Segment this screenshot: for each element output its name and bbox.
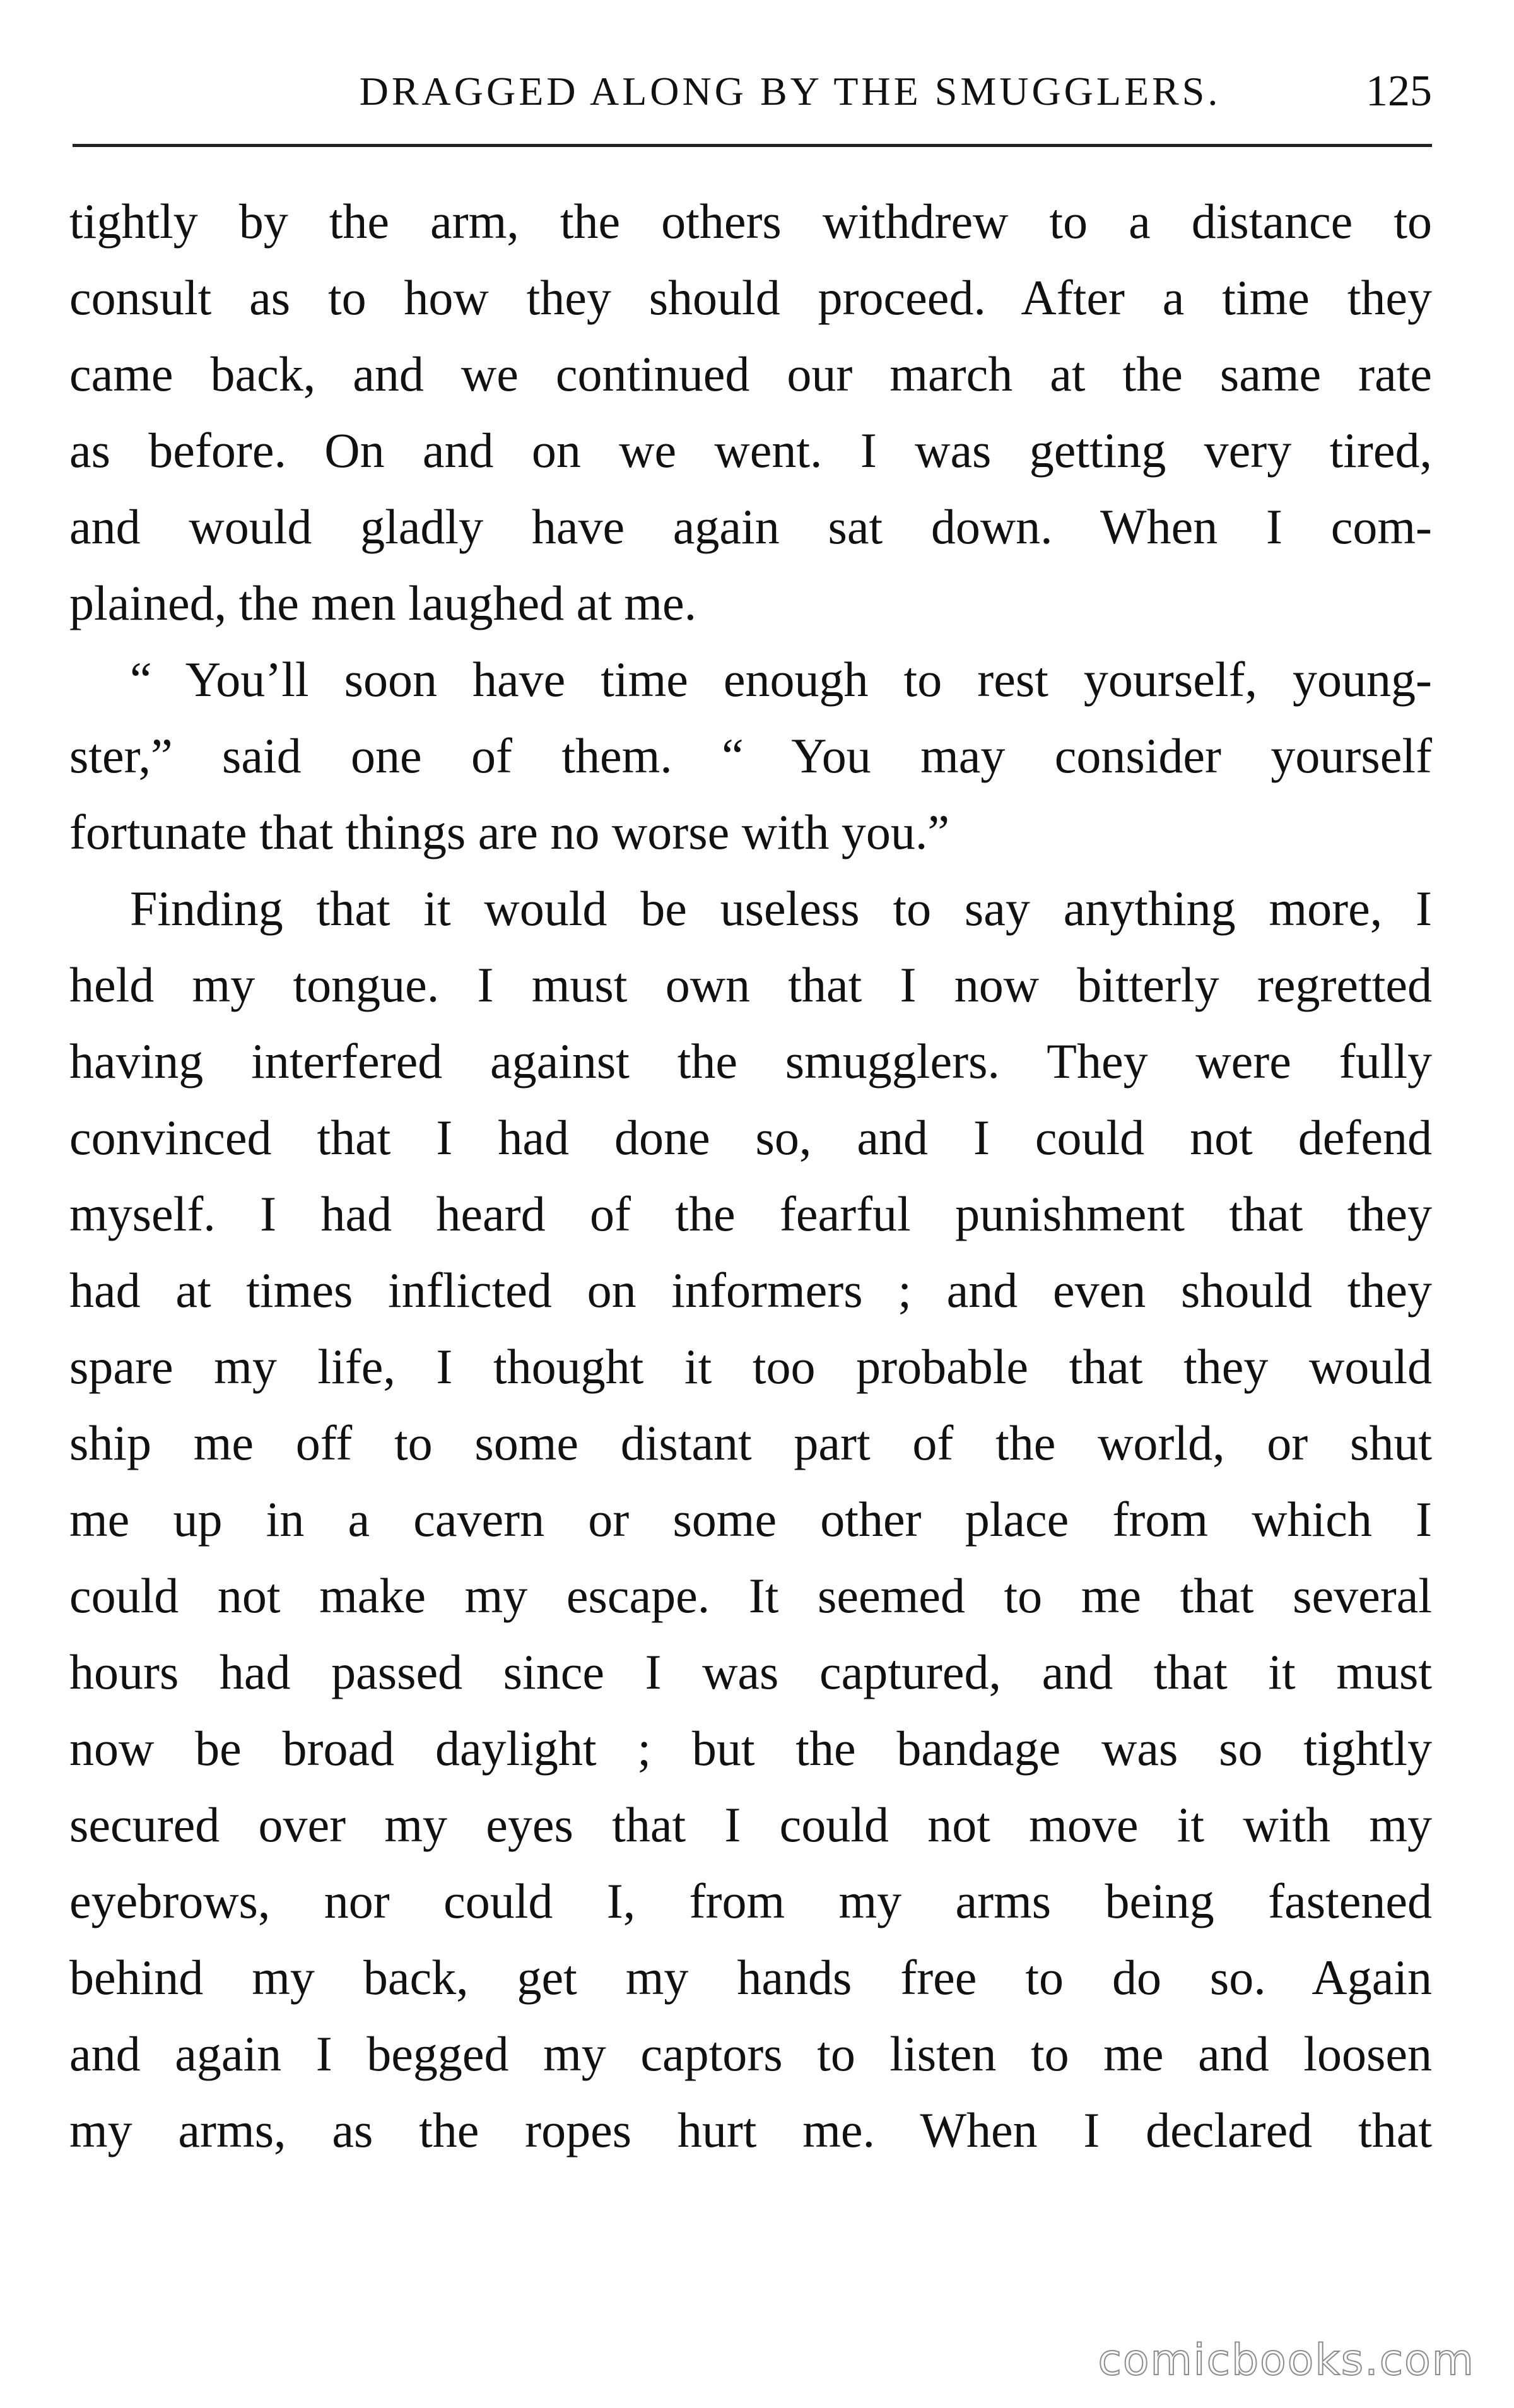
text-line: tightly by the arm, the others withdrew to a distance to [69, 194, 1432, 249]
text-line: had at times inflicted on informers ; and even should they [69, 1263, 1432, 1318]
text-line: plained, the men laughed at me. [69, 575, 697, 630]
text-line: held my tongue. I must own that I now bitterly regretted [69, 957, 1432, 1012]
running-head [73, 63, 1432, 120]
header-rule [73, 144, 1432, 147]
body-text [69, 183, 1432, 2168]
text-line: now be broad daylight ; but the bandage was so tightly [69, 1721, 1432, 1776]
text-line: convinced that I had done so, and I could not defend [69, 1110, 1432, 1165]
text-line: fortunate that things are no worse with you.” [69, 805, 949, 859]
text-line: and would gladly have again sat down. When I com- [69, 499, 1432, 554]
watermark: comicbooks.com [1098, 2335, 1475, 2385]
text-line: and again I begged my captors to listen to me and loosen [69, 2026, 1432, 2081]
text-line: Finding that it would be useless to say anything more, I [130, 881, 1432, 936]
text-line: myself. I had heard of the fearful punishment that they [69, 1186, 1432, 1241]
text-line: hours had passed since I was captured, and that it must [69, 1644, 1432, 1699]
running-title: DRAGGED ALONG BY THE SMUGGLERS. [359, 69, 1221, 114]
text-line: spare my life, I thought it too probable that they would [69, 1339, 1432, 1394]
text-line: behind my back, get my hands free to do so. Again [69, 1950, 1432, 2005]
text-line: could not make my escape. It seemed to me that several [69, 1568, 1432, 1623]
text-line: secured over my eyes that I could not move it with my [69, 1797, 1432, 1852]
text-line: eyebrows, nor could I, from my arms being fastened [69, 1874, 1432, 1928]
text-line: having interfered against the smugglers. They were fully [69, 1034, 1432, 1089]
text-line: “ You’ll soon have time enough to rest yourself, young- [130, 652, 1432, 707]
text-line: ster,” said one of them. “ You may consider yourself [69, 728, 1432, 783]
text-line: came back, and we continued our march at the same rate [69, 346, 1432, 401]
text-line: as before. On and on we went. I was getting very tired, [69, 423, 1432, 478]
text-line: my arms, as the ropes hurt me. When I declared that [69, 2103, 1432, 2157]
page-number: 125 [1366, 67, 1432, 115]
text-line: consult as to how they should proceed. After a time they [69, 270, 1432, 325]
text-line: ship me off to some distant part of the world, or shut [69, 1415, 1432, 1470]
text-line: me up in a cavern or some other place from which I [69, 1492, 1432, 1547]
